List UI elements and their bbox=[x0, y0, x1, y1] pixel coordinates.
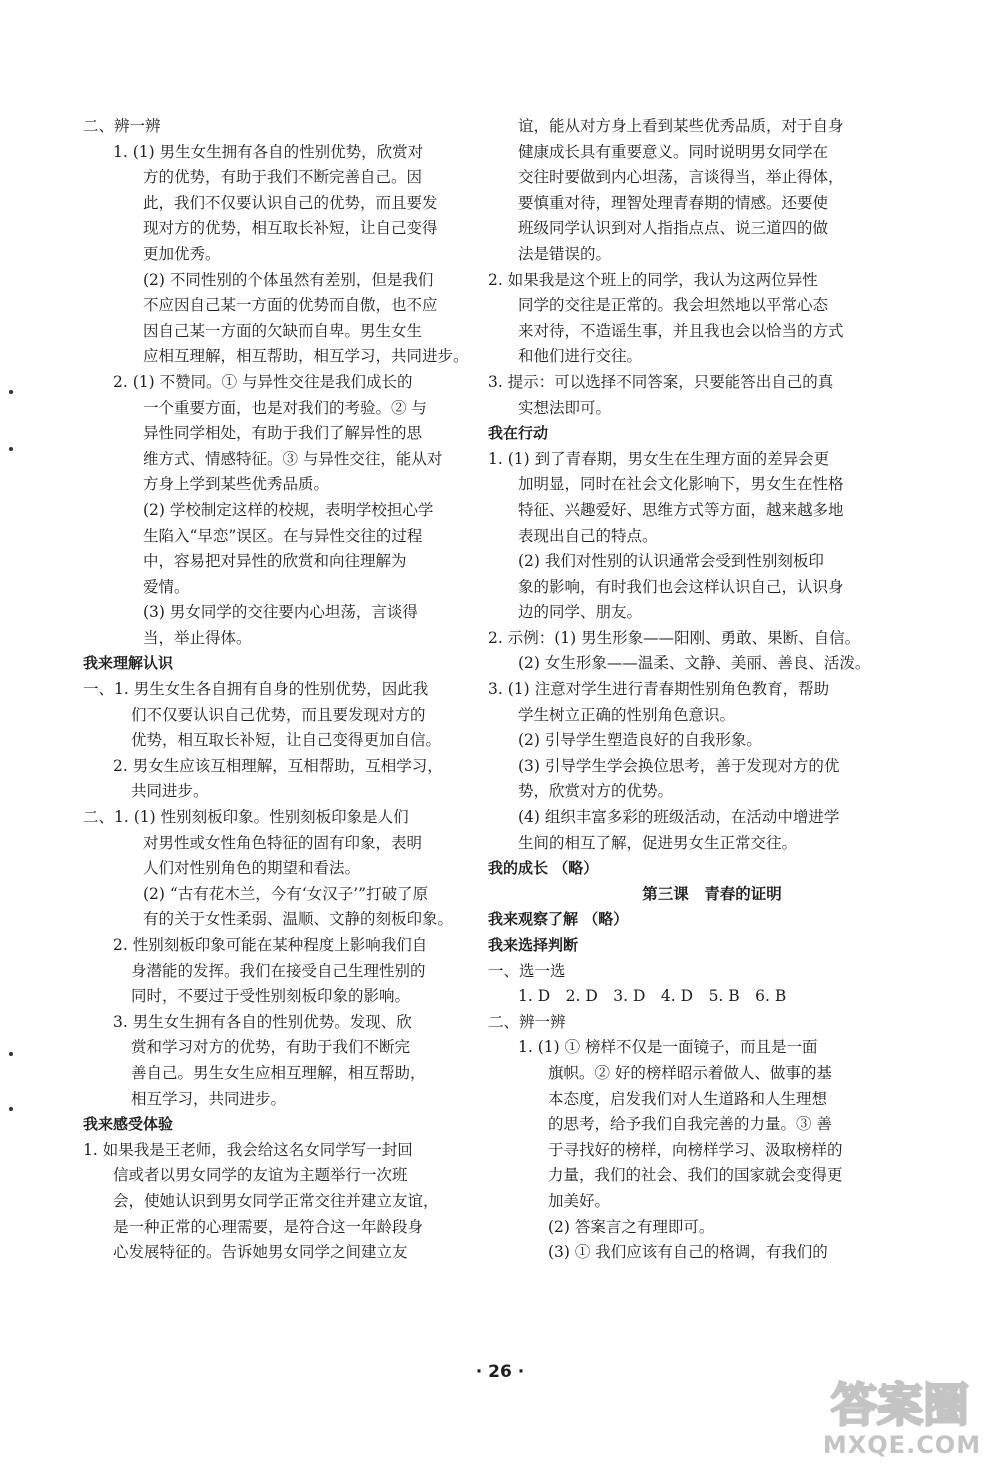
text-line: 爱情。 bbox=[143, 577, 190, 596]
text-line: 不应因自己某一方面的优势而自傲，也不应 bbox=[143, 296, 438, 315]
text-line: 来对待，不造谣生事，并且我也会以恰当的方式 bbox=[518, 321, 844, 340]
watermark bbox=[816, 1373, 986, 1463]
text-line: (2) “古有花木兰，今有‘女汉子’”打破了原 bbox=[143, 884, 429, 903]
svg-text:答案圈: 答案圈 bbox=[831, 1378, 969, 1432]
text-line: 2. 男女生应该互相理解，互相帮助，互相学习， bbox=[113, 756, 443, 775]
text-line: 的思考，给予我们自我完善的力量。③ 善 bbox=[548, 1115, 832, 1134]
text-line: 当，举止得体。 bbox=[143, 628, 252, 647]
watermark-url: MXQE.COM bbox=[822, 1431, 982, 1459]
text-line: 同时，不要过于受性别刻板印象的影响。 bbox=[131, 987, 411, 1006]
text-line: 势，欣赏对方的优势。 bbox=[518, 782, 674, 801]
text-line: 人们对性别角色的期望和看法。 bbox=[143, 859, 361, 878]
text-line: 3. (1) 注意对学生进行青春期性别角色教育，帮助 bbox=[488, 680, 830, 699]
section-heading: 我来选择判断 bbox=[488, 936, 579, 954]
text-line: 异性同学相处，有助于我们了解异性的思 bbox=[143, 424, 423, 443]
text-line: 1. (1) ① 榜样不仅是一面镜子，而且是一面 bbox=[518, 1038, 818, 1057]
margin-dot bbox=[9, 1052, 13, 1056]
text-line: 们不仅要认识自己优势，而且要发现对方的 bbox=[131, 705, 426, 724]
text-line: 1. D 2. D 3. D 4. D 5. B 6. B bbox=[518, 987, 787, 1006]
text-line: 加明显，同时在社会文化影响下，男女生在性格 bbox=[518, 475, 844, 494]
text-line: 一、选一选 bbox=[488, 961, 566, 980]
text-line: 身潜能的发挥。我们在接受自己生理性别的 bbox=[131, 961, 426, 980]
text-line: 善自己。男生女生应相互理解，相互帮助， bbox=[131, 1063, 426, 1082]
text-line: 一、1. 男生女生各自拥有自身的性别优势，因此我 bbox=[83, 680, 429, 699]
text-line: 方身上学到某些优秀品质。 bbox=[143, 475, 330, 494]
text-line: 于寻找好的榜样，向榜样学习、汲取榜样的 bbox=[548, 1140, 843, 1159]
text-line: 二、1. (1) 性别刻板印象。性别刻板印象是人们 bbox=[83, 808, 409, 827]
margin-dot bbox=[9, 1107, 13, 1111]
text-line: 1. (1) 到了青春期，男女生在生理方面的差异会更 bbox=[488, 449, 830, 468]
text-line: (2) 女生形象——温柔、文静、美丽、善良、活泼。 bbox=[518, 654, 871, 673]
text-line: (2) 学校制定这样的校规，表明学校担心学 bbox=[143, 500, 434, 519]
text-line: 中，容易把对异性的欣赏和向往理解为 bbox=[143, 552, 407, 571]
text-line: 心发展特征的。告诉她男女同学之间建立友 bbox=[113, 1243, 408, 1262]
text-line: 更加优秀。 bbox=[143, 244, 221, 263]
text-line: 实想法即可。 bbox=[518, 398, 612, 417]
text-line: 3. 提示：可以选择不同答案，只要能答出自己的真 bbox=[488, 372, 834, 391]
text-line: 法是错误的。 bbox=[518, 244, 612, 263]
text-line: 会，使她认识到男女同学正常交往并建立友谊， bbox=[113, 1191, 439, 1210]
section-heading: 我在行动 bbox=[488, 424, 549, 443]
text-line: 生陷入“早恋”误区。在与异性交往的过程 bbox=[143, 526, 423, 545]
page-number: · 26 · bbox=[475, 1362, 525, 1382]
text-line: 优势，相互取长补短，让自己变得更加自信。 bbox=[131, 731, 442, 750]
text-line: 边的同学、朋友。 bbox=[518, 603, 643, 622]
section-heading: 我的成长 （略） bbox=[488, 859, 599, 878]
text-line: 现对方的优势，相互取长补短，让自己变得 bbox=[143, 219, 438, 238]
text-line: (3) ① 我们应该有自己的格调，有我们的 bbox=[548, 1243, 828, 1262]
text-line: (3) 男女同学的交往要内心坦荡，言谈得 bbox=[143, 603, 418, 622]
left-column bbox=[83, 114, 513, 1266]
text-line: 加美好。 bbox=[548, 1191, 611, 1210]
text-line: 要慎重对待，理智处理青春期的情感。还要使 bbox=[518, 193, 829, 212]
right-column bbox=[488, 114, 936, 1266]
text-line: 1. 如果我是王老师，我会给这名女同学写一封回 bbox=[83, 1140, 413, 1159]
text-line: 特征、兴趣爱好、思维方式等方面，越来越多地 bbox=[518, 500, 844, 519]
text-line: (3) 引导学生学会换位思考，善于发现对方的优 bbox=[518, 756, 840, 775]
text-line: 应相互理解，相互帮助，相互学习，共同进步。 bbox=[143, 347, 469, 366]
section-heading: 我来观察了解 （略） bbox=[488, 910, 629, 929]
text-line: 2. 性别刻板印象可能在某种程度上影响我们自 bbox=[113, 936, 428, 954]
text-line: (2) 我们对性别的认识通常会受到性别刻板印 bbox=[518, 552, 824, 571]
margin-dot bbox=[9, 447, 13, 451]
section-heading: 我来理解认识 bbox=[83, 654, 174, 673]
watermark-logo bbox=[810, 1373, 990, 1433]
text-line: 3. 男生女生拥有各自的性别优势。发现、欣 bbox=[113, 1012, 412, 1031]
text-line: 力量，我们的社会、我们的国家就会变得更 bbox=[548, 1166, 843, 1185]
text-line: 谊，能从对方身上看到某些优秀品质，对于自身 bbox=[518, 117, 844, 135]
lesson-title: 第三课 青春的证明 bbox=[642, 884, 782, 903]
text-line: 交往时要做到内心坦荡，言谈得当，举止得体， bbox=[518, 168, 844, 187]
text-line: 健康成长具有重要意义。同时说明男女同学在 bbox=[518, 142, 829, 161]
text-line: (4) 组织丰富多彩的班级活动，在活动中增进学 bbox=[518, 808, 840, 827]
text-line: 赏和学习对方的优势，有助于我们不断完 bbox=[131, 1038, 411, 1057]
text-line: 二、辨一辨 bbox=[488, 1012, 566, 1031]
text-line: 同学的交往是正常的。我会坦然地以平常心态 bbox=[518, 296, 829, 315]
text-line: 维方式、情感特征。③ 与异性交往，能从对 bbox=[143, 449, 443, 468]
text-line: 方的优势，有助于我们不断完善自己。因 bbox=[143, 168, 423, 187]
text-line: 一个重要方面，也是对我们的考验。② 与 bbox=[143, 398, 427, 417]
text-line: 1. (1) 男生女生拥有各自的性别优势，欣赏对 bbox=[113, 142, 424, 161]
text-line: (2) 答案言之有理即可。 bbox=[548, 1217, 715, 1236]
text-line: (2) 引导学生塑造良好的自我形象。 bbox=[518, 731, 762, 750]
margin-dot bbox=[9, 390, 13, 394]
text-line: 学生树立正确的性别角色意识。 bbox=[518, 705, 736, 724]
text-line: 对男性或女性角色特征的固有印象，表明 bbox=[143, 833, 423, 852]
text-line: 是一种正常的心理需要，是符合这一年龄段身 bbox=[113, 1217, 424, 1236]
text-line: 旗帜。② 好的榜样昭示着做人、做事的基 bbox=[548, 1063, 832, 1082]
text-line: 共同进步。 bbox=[131, 782, 209, 801]
text-line: 此，我们不仅要认识自己的优势，而且要发 bbox=[143, 193, 438, 212]
text-line: 象的影响，有时我们也会这样认识自己，认识身 bbox=[518, 577, 844, 596]
text-line: 2. (1) 不赞同。① 与异性交往是我们成长的 bbox=[113, 372, 413, 391]
section-heading: 我来感受体验 bbox=[83, 1115, 174, 1134]
text-line: 有的关于女性柔弱、温顺、文静的刻板印象。 bbox=[143, 910, 454, 929]
text-line: 和他们进行交往。 bbox=[518, 347, 643, 366]
text-line: (2) 不同性别的个体虽然有差别，但是我们 bbox=[143, 270, 434, 289]
text-line: 信或者以男女同学的友谊为主题举行一次班 bbox=[113, 1166, 408, 1185]
text-line: 二、辨一辨 bbox=[83, 117, 161, 135]
text-line: 本态度，启发我们对人生道路和人生理想 bbox=[548, 1089, 828, 1108]
text-line: 班级同学认识到对人指指点点、说三道四的做 bbox=[518, 219, 829, 238]
text-line: 表现出自己的特点。 bbox=[518, 526, 658, 545]
text-line: 生间的相互了解，促进男女生正常交往。 bbox=[518, 833, 798, 852]
text-line: 相互学习，共同进步。 bbox=[131, 1089, 287, 1108]
text-line: 2. 示例：(1) 男生形象——阳刚、勇敢、果断、自信。 bbox=[488, 628, 861, 647]
text-line: 2. 如果我是这个班上的同学，我认为这两位异性 bbox=[488, 270, 818, 289]
text-line: 因自己某一方面的欠缺而自卑。男生女生 bbox=[143, 321, 423, 340]
